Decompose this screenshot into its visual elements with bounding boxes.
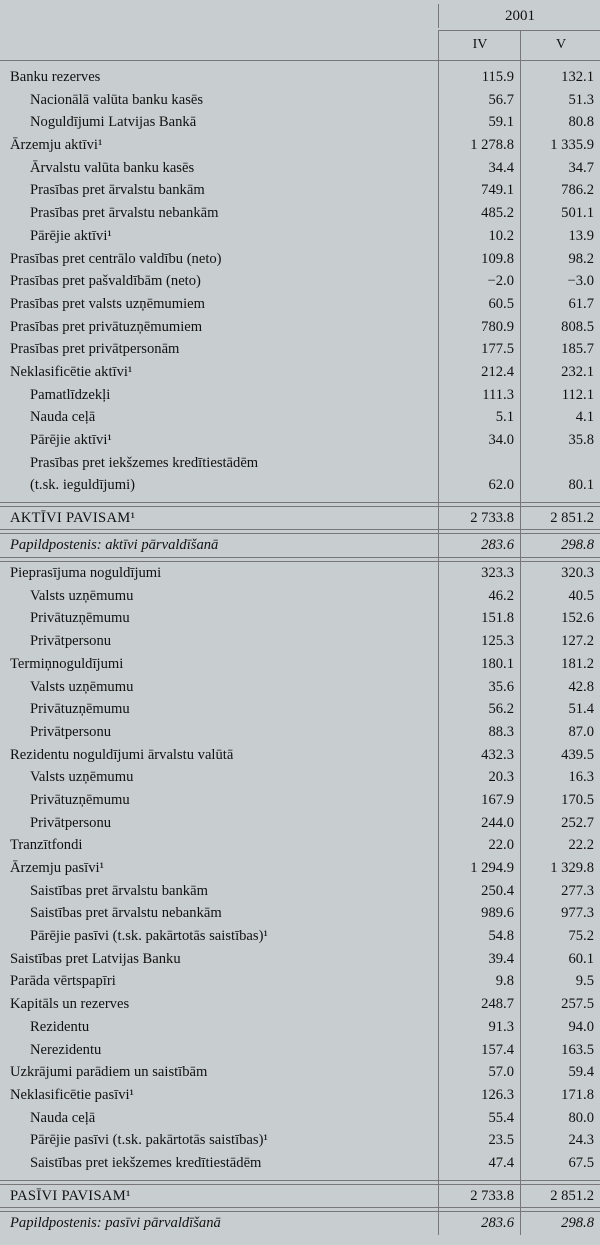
table-row — [0, 834, 600, 857]
table-row — [0, 361, 600, 384]
row-value-v: 257.5 — [520, 993, 600, 1016]
row-value-v: 127.2 — [520, 630, 600, 653]
row-value-iv: 432.3 — [438, 744, 520, 767]
table-row — [0, 179, 600, 202]
row-value-v: 152.6 — [520, 607, 600, 630]
row-value-iv: 9.8 — [438, 970, 520, 993]
row-label: Papildpostenis: pasīvi pārvaldīšanā — [10, 1215, 221, 1232]
table-row — [0, 111, 600, 134]
row-value-iv: 57.0 — [438, 1061, 520, 1084]
row-value-iv: 46.2 — [438, 585, 520, 608]
row-value-v: 13.9 — [520, 225, 600, 248]
row-value-iv: 55.4 — [438, 1107, 520, 1130]
row-value-v: 2 851.2 — [520, 1185, 600, 1208]
row-value-v: 87.0 — [520, 721, 600, 744]
row-value-v: 80.1 — [520, 452, 600, 497]
row-value-iv: 323.3 — [438, 562, 520, 585]
row-value-iv: 485.2 — [438, 202, 520, 225]
table-row — [0, 676, 600, 699]
row-label: Prasības pret iekšzemes kredītiestādēm (t.sk. ieguldījumi) — [30, 454, 259, 494]
row-value-v: 232.1 — [520, 361, 600, 384]
table-row — [0, 653, 600, 676]
table-row — [0, 1016, 600, 1039]
row-value-v: 60.1 — [520, 948, 600, 971]
table-row — [0, 429, 600, 452]
row-value-v: 1 335.9 — [520, 134, 600, 157]
row-value-iv: 212.4 — [438, 361, 520, 384]
row-value-v: 59.4 — [520, 1061, 600, 1084]
row-value-iv: 115.9 — [438, 66, 520, 89]
row-label: Saistības pret iekšzemes kredītiestādēm — [30, 1154, 262, 1171]
row-value-v: 98.2 — [520, 248, 600, 271]
row-value-v: 298.8 — [520, 1212, 600, 1235]
table-row — [0, 607, 600, 630]
row-label: Ārzemju pasīvi¹ — [10, 860, 104, 876]
row-value-iv: 47.4 — [438, 1152, 520, 1175]
row-value-iv: 167.9 — [438, 789, 520, 812]
assets-total-row — [0, 507, 600, 530]
row-label: Prasības pret privātuzņēmumiem — [10, 318, 203, 335]
table-row — [0, 925, 600, 948]
table-row — [0, 293, 600, 316]
row-value-iv: 126.3 — [438, 1084, 520, 1107]
row-value-v: 171.8 — [520, 1084, 600, 1107]
row-value-v: 24.3 — [520, 1129, 600, 1152]
row-label: Valsts uzņēmumu — [30, 678, 134, 695]
table-row — [0, 89, 600, 112]
table-row — [0, 1039, 600, 1062]
table-row — [0, 1107, 600, 1130]
row-value-iv: 60.5 — [438, 293, 520, 316]
row-value-v: 75.2 — [520, 925, 600, 948]
table-row — [0, 721, 600, 744]
row-value-iv: 989.6 — [438, 902, 520, 925]
row-label: Pārējie pasīvi (t.sk. pakārtotās saistības)¹ — [30, 928, 268, 945]
liabilities-section — [0, 562, 600, 1175]
row-value-iv: 34.0 — [438, 429, 520, 452]
row-value-iv: 10.2 — [438, 225, 520, 248]
table-row — [0, 630, 600, 653]
row-label: Privātpersonu — [30, 723, 112, 740]
row-value-v: 786.2 — [520, 179, 600, 202]
assets-memo-row — [0, 534, 600, 557]
row-value-iv: 151.8 — [438, 607, 520, 630]
table-row — [0, 1061, 600, 1084]
row-label: Rezidentu noguldījumi ārvalstu valūtā — [10, 746, 234, 763]
row-value-v: 34.7 — [520, 157, 600, 180]
row-label: Noguldījumi Latvijas Bankā — [30, 114, 197, 131]
row-label: Uzkrājumi parādiem un saistībām — [10, 1064, 208, 1081]
table-row — [0, 157, 600, 180]
row-value-iv: 2 733.8 — [438, 1185, 520, 1208]
table-row — [0, 316, 600, 339]
table-row — [0, 1084, 600, 1107]
column-header-v: V — [520, 30, 600, 60]
table-row — [0, 993, 600, 1016]
row-value-iv: 59.1 — [438, 111, 520, 134]
row-value-iv: 23.5 — [438, 1129, 520, 1152]
row-value-v: 80.0 — [520, 1107, 600, 1130]
row-value-v: 4.1 — [520, 406, 600, 429]
row-value-v: 298.8 — [520, 534, 600, 557]
row-label: Ārzemju aktīvi¹ — [10, 137, 103, 154]
table-row — [0, 857, 600, 880]
table-row — [0, 744, 600, 767]
liabilities-total-row — [0, 1185, 600, 1208]
table-row — [0, 562, 600, 585]
row-value-v: 51.4 — [520, 698, 600, 721]
row-value-iv: 109.8 — [438, 248, 520, 271]
row-value-iv: 91.3 — [438, 1016, 520, 1039]
table-row — [0, 270, 600, 293]
row-value-v: 132.1 — [520, 66, 600, 89]
row-value-v: 808.5 — [520, 316, 600, 339]
row-label: Pārējie aktīvi¹ — [30, 227, 112, 244]
row-value-v: 94.0 — [520, 1016, 600, 1039]
row-label: Privātpersonu — [30, 814, 112, 831]
row-value-iv: 88.3 — [438, 721, 520, 744]
row-value-iv: 35.6 — [438, 676, 520, 699]
table-row — [0, 789, 600, 812]
table-row — [0, 1152, 600, 1175]
row-value-iv: 5.1 — [438, 406, 520, 429]
row-label: PASĪVI PAVISAM¹ — [10, 1187, 131, 1204]
row-label: Prasības pret privātpersonām — [10, 341, 180, 358]
row-value-v: 9.5 — [520, 970, 600, 993]
row-value-v: −3.0 — [520, 270, 600, 293]
row-value-v: 181.2 — [520, 653, 600, 676]
row-value-iv: 2 733.8 — [438, 507, 520, 530]
row-value-iv: 54.8 — [438, 925, 520, 948]
table-row — [0, 812, 600, 835]
row-value-v: 35.8 — [520, 429, 600, 452]
row-value-v: 16.3 — [520, 766, 600, 789]
table-row — [0, 585, 600, 608]
row-value-iv: 56.2 — [438, 698, 520, 721]
table-row — [0, 225, 600, 248]
row-value-v: 163.5 — [520, 1039, 600, 1062]
row-value-iv: 62.0 — [438, 452, 520, 497]
row-value-iv: 248.7 — [438, 993, 520, 1016]
row-value-v: 42.8 — [520, 676, 600, 699]
row-value-iv: 250.4 — [438, 880, 520, 903]
row-value-v: 977.3 — [520, 902, 600, 925]
row-value-v: 320.3 — [520, 562, 600, 585]
row-value-iv: 157.4 — [438, 1039, 520, 1062]
assets-section — [0, 66, 600, 452]
row-value-v: 277.3 — [520, 880, 600, 903]
row-value-v: 1 329.8 — [520, 857, 600, 880]
row-label: Nerezidentu — [30, 1041, 102, 1058]
row-value-v: 112.1 — [520, 384, 600, 407]
table-row — [0, 202, 600, 225]
row-value-iv: 177.5 — [438, 338, 520, 361]
table-row — [0, 384, 600, 407]
row-value-iv: 125.3 — [438, 630, 520, 653]
table-row — [0, 406, 600, 429]
row-label: Tranzītfondi — [10, 837, 83, 854]
row-label: Saistības pret ārvalstu bankām — [30, 882, 208, 899]
row-value-iv: 34.4 — [438, 157, 520, 180]
row-value-iv: 22.0 — [438, 834, 520, 857]
column-header-iv: IV — [438, 30, 521, 60]
row-label: Rezidentu — [30, 1018, 90, 1035]
row-value-iv: 20.3 — [438, 766, 520, 789]
table-row — [0, 452, 600, 497]
row-value-v: 185.7 — [520, 338, 600, 361]
row-value-v: 80.8 — [520, 111, 600, 134]
row-value-iv: 749.1 — [438, 179, 520, 202]
row-label: Prasības pret valsts uzņēmumiem — [10, 295, 205, 312]
row-label: Valsts uzņēmumu — [30, 769, 134, 786]
row-value-v: 252.7 — [520, 812, 600, 835]
row-label: Pamatlīdzekļi — [30, 386, 111, 403]
row-value-v: 67.5 — [520, 1152, 600, 1175]
table-row — [0, 880, 600, 903]
row-label: Prasības pret ārvalstu bankām — [30, 182, 205, 199]
row-value-v: 170.5 — [520, 789, 600, 812]
row-label: Nacionālā valūta banku kasēs — [30, 91, 204, 108]
row-label: Kapitāls un rezerves — [10, 996, 130, 1013]
row-value-iv: 56.7 — [438, 89, 520, 112]
table-row — [0, 902, 600, 925]
row-label: Pārējie pasīvi (t.sk. pakārtotās saistības)¹ — [30, 1132, 268, 1149]
row-value-v: 501.1 — [520, 202, 600, 225]
row-label: Papildpostenis: aktīvi pārvaldīšanā — [10, 537, 219, 554]
row-label: Saistības pret ārvalstu nebankām — [30, 905, 222, 922]
row-value-v: 22.2 — [520, 834, 600, 857]
table-row — [0, 948, 600, 971]
row-label: Privātpersonu — [30, 633, 112, 650]
row-label: Neklasificētie aktīvi¹ — [10, 363, 133, 380]
row-value-iv: 1 278.8 — [438, 134, 520, 157]
row-label: Valsts uzņēmumu — [30, 587, 134, 604]
row-label: Prasības pret centrālo valdību (neto) — [10, 250, 222, 267]
row-label: Prasības pret pašvaldībām (neto) — [10, 273, 201, 290]
row-label: Banku rezerves — [10, 69, 101, 85]
row-label: Nauda ceļā — [30, 409, 96, 426]
row-label: AKTĪVI PAVISAM¹ — [10, 509, 136, 526]
row-label: Privātuzņēmumu — [30, 610, 130, 627]
row-value-v: 40.5 — [520, 585, 600, 608]
row-label: Pārējie aktīvi¹ — [30, 432, 112, 448]
row-label: Prasības pret ārvalstu nebankām — [30, 205, 219, 222]
row-label: Parāda vērtspapīri — [10, 973, 116, 990]
table-row — [0, 970, 600, 993]
row-value-v: 439.5 — [520, 744, 600, 767]
row-label: Termiņnoguldījumi — [10, 655, 124, 672]
table-row — [0, 134, 600, 157]
table-row — [0, 698, 600, 721]
row-label: Pieprasījuma noguldījumi — [10, 565, 162, 582]
table-header — [0, 0, 600, 61]
row-label: Nauda ceļā — [30, 1109, 96, 1126]
year-header: 2001 — [438, 4, 600, 28]
row-value-v: 51.3 — [520, 89, 600, 112]
table-row — [0, 66, 600, 89]
row-value-v: 61.7 — [520, 293, 600, 316]
row-value-iv: 244.0 — [438, 812, 520, 835]
table-row — [0, 338, 600, 361]
row-value-iv: 180.1 — [438, 653, 520, 676]
row-label: Ārvalstu valūta banku kasēs — [30, 159, 195, 176]
row-value-iv: −2.0 — [438, 270, 520, 293]
table-row — [0, 766, 600, 789]
row-label: Saistības pret Latvijas Banku — [10, 950, 181, 967]
row-value-iv: 39.4 — [438, 948, 520, 971]
row-label: Privātuzņēmumu — [30, 701, 130, 718]
liabilities-memo-row — [0, 1212, 600, 1235]
row-value-iv: 111.3 — [438, 384, 520, 407]
row-value-iv: 283.6 — [438, 1212, 520, 1235]
row-value-v: 2 851.2 — [520, 507, 600, 530]
row-label: Privātuzņēmumu — [30, 791, 130, 808]
row-value-iv: 283.6 — [438, 534, 520, 557]
row-value-iv: 1 294.9 — [438, 857, 520, 880]
row-value-iv: 780.9 — [438, 316, 520, 339]
table-row — [0, 1129, 600, 1152]
table-row — [0, 248, 600, 271]
row-label: Neklasificētie pasīvi¹ — [10, 1086, 134, 1103]
